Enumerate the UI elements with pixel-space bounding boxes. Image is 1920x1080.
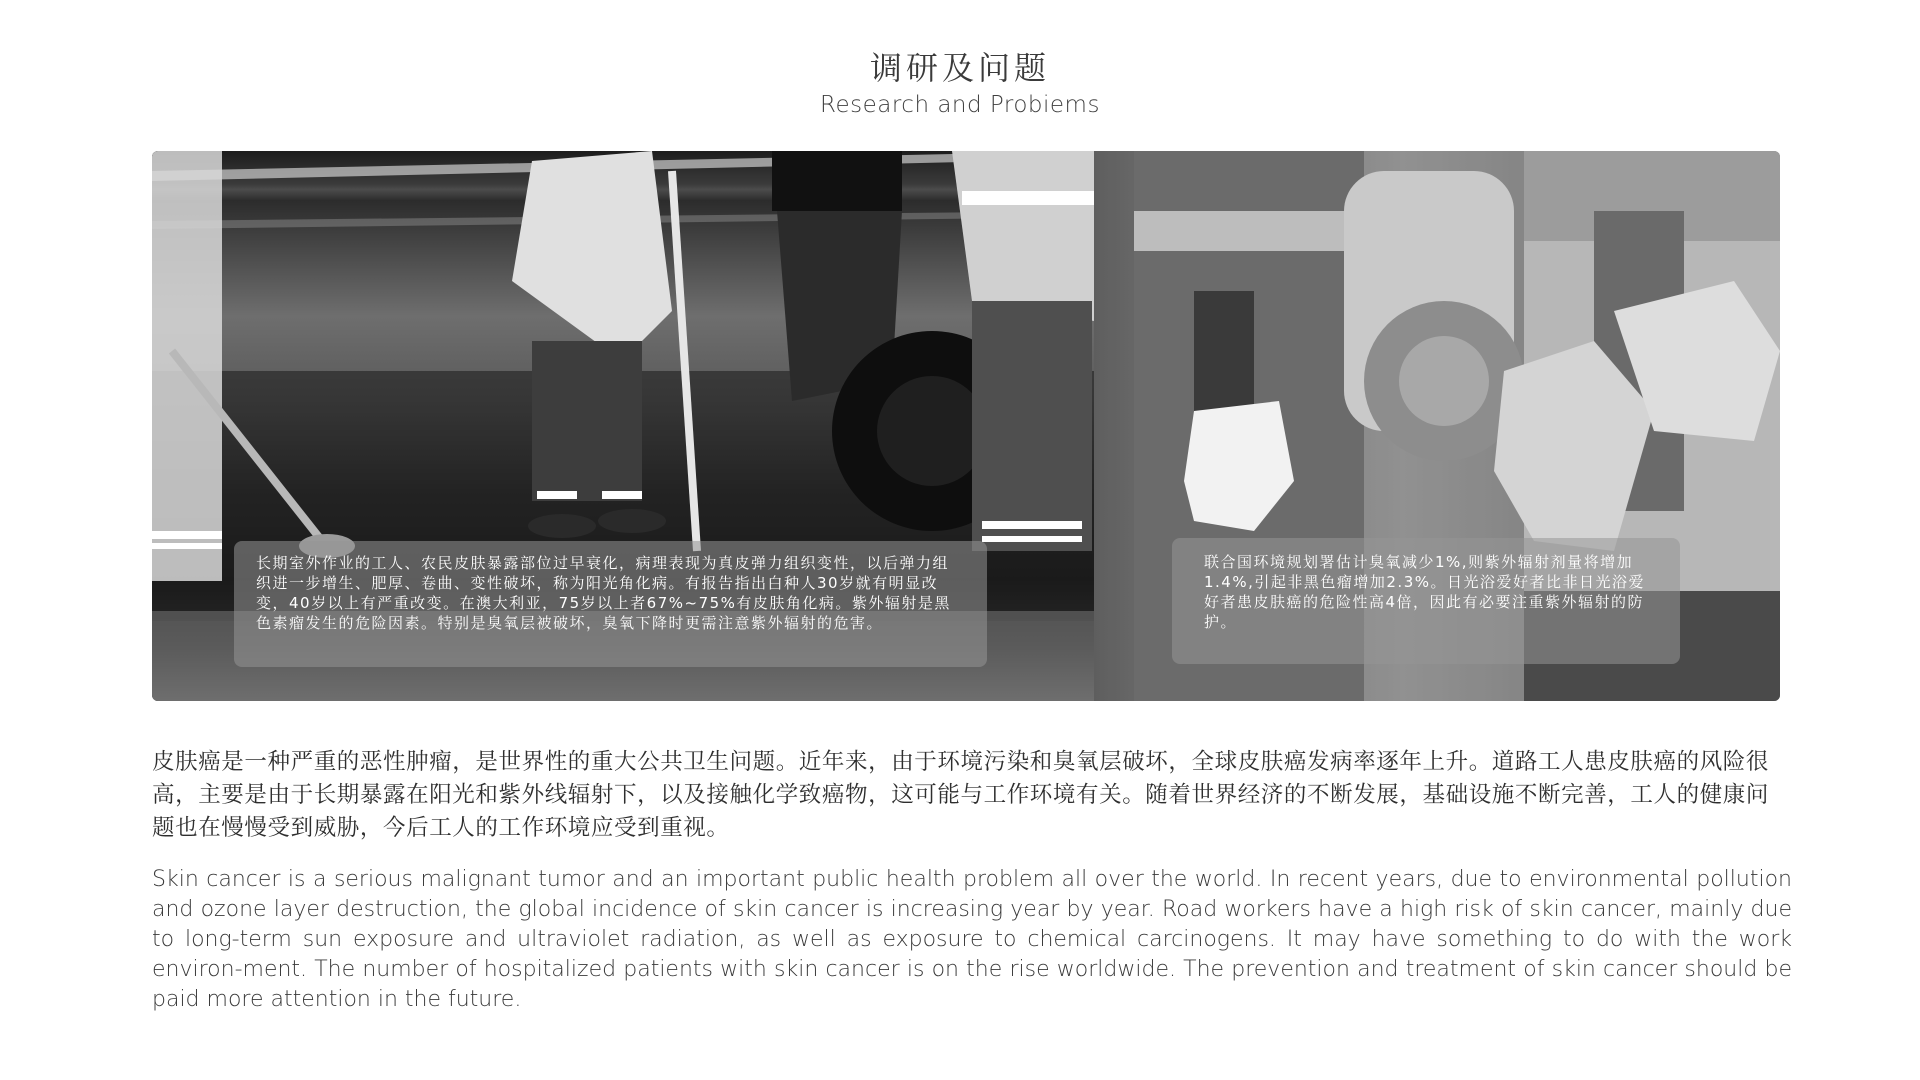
page-header [0, 46, 1920, 120]
body-paragraph-en: Skin cancer is a serious malignant tumor and an important public health problem all over the world. In recent years, due to environmental pollution and ozone layer destruction, the global incidence of skin cancer is increasing year by year. Road workers have a high risk of skin cancer, mainly due to long-term sun exposure and ultraviolet radiation, as well as exposure to chemical carcinogens. It may have something to do with the work environ-ment. The number of hospitalized patients with skin cancer is on the rise worldwide. The prevention and treatment of skin cancer should be paid more attention in the future. [152, 867, 1792, 1012]
body-paragraph-zh: 皮肤癌是一种严重的恶性肿瘤，是世界性的重大公共卫生问题。近年来，由于环境污染和臭氧层破坏，全球皮肤癌发病率逐年上升。道路工人患皮肤癌的风险很高，主要是由于长期暴露在阳光和紫外线辐射下，以及接触化学致癌物，这可能与工作环境有关。随着世界经济的不断发展，基础设施不断完善，工人的健康问题也在慢慢受到威胁，今后工人的工作环境应受到重视。 [152, 749, 1770, 841]
left-photo-caption: 长期室外作业的工人、农民皮肤暴露部位过早衰化，病理表现为真皮弹力组织变性，以后弹力组织进一步增生、肥厚、卷曲、变性破坏，称为阳光角化病。有报告指出白种人30岁就有明显改变，40岁以上有严重改变。在澳大利亚，75岁以上者67%~75%有皮肤角化病。紫外辐射是黑色素瘤发生的危险因素。特别是臭氧层被破坏，臭氧下降时更需注意紫外辐射的危害。 [234, 541, 987, 667]
page-title-zh: 调研及问题 [869, 49, 1050, 87]
right-photo-caption: 联合国环境规划署估计臭氧减少1%,则紫外辐射剂量将增加1.4%,引起非黑色瘤增加2.3%。日光浴爱好者比非日光浴爱好者患皮肤癌的危险性高4倍，因此有必要注重紫外辐射的防护。 [1172, 538, 1680, 664]
photo-panel [152, 151, 1780, 701]
page-title-en: Research and Probiems [820, 92, 1100, 118]
